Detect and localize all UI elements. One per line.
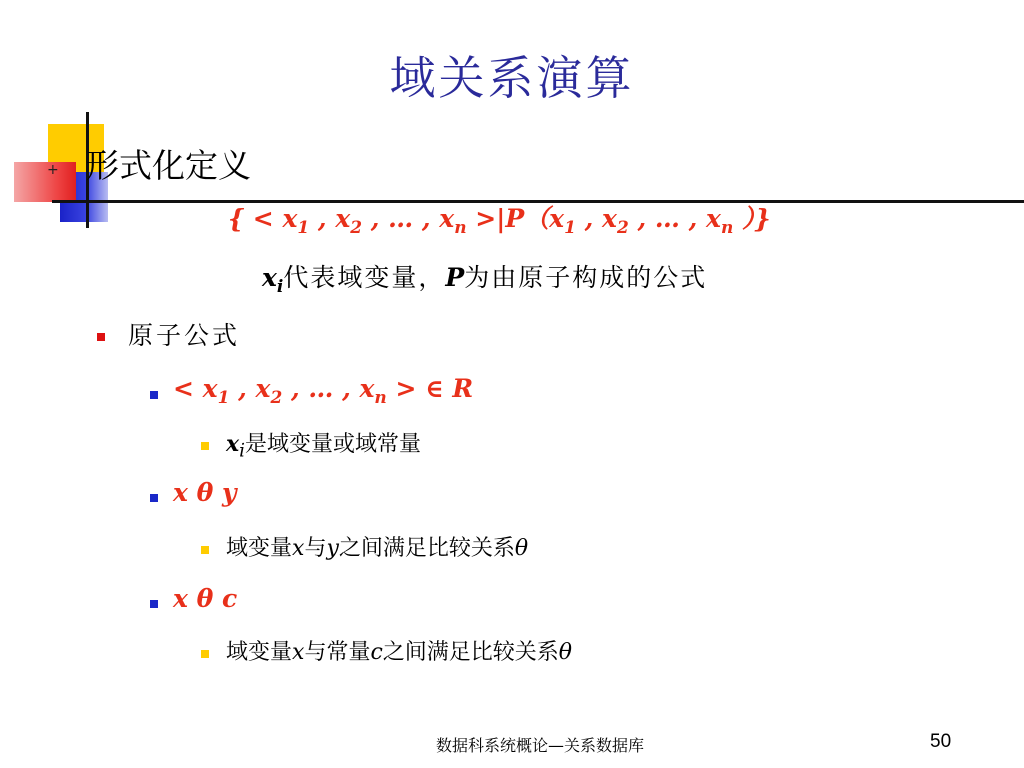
bullet-red <box>97 333 105 341</box>
page-number: 50 <box>930 731 952 752</box>
crosshair-icon: + <box>47 162 59 178</box>
bullet-blue <box>150 600 158 608</box>
compare-vars-note: 域变量x与y之间满足比较关系θ <box>226 536 529 561</box>
compare-const-note: 域变量x与常量c之间满足比较关系θ <box>226 640 573 665</box>
atom-formula-compare-vars: x θ y <box>173 478 237 507</box>
decor-red-square <box>14 162 76 202</box>
atom-formula-heading: 原子公式 <box>128 321 241 350</box>
bullet-yellow <box>201 650 209 658</box>
section-heading: 形式化定义 <box>86 146 251 185</box>
atom-formula-membership: < $x_1$ , $x_2$ , … , $x_n$ > ∈ R <box>173 374 474 408</box>
slide-footer: 数据科系统概论—关系数据库 <box>435 736 644 755</box>
formula-explanation: $x_i$代表域变量，P为由原子构成的公式 <box>262 263 708 297</box>
slide-title: 域关系演算 <box>389 51 635 105</box>
bullet-blue <box>150 391 158 399</box>
atom-formula-compare-const: x θ c <box>173 584 238 613</box>
bullet-yellow <box>201 546 209 554</box>
membership-note: $x_i$是域变量或域常量 <box>226 431 422 462</box>
formal-definition-formula: { < $x_1$ , $x_2$ , … , $x_n >|P(x_1$ , $x_2$ , … , $x_n$ ）} <box>228 204 771 238</box>
bullet-blue <box>150 494 158 502</box>
bullet-yellow <box>201 442 209 450</box>
